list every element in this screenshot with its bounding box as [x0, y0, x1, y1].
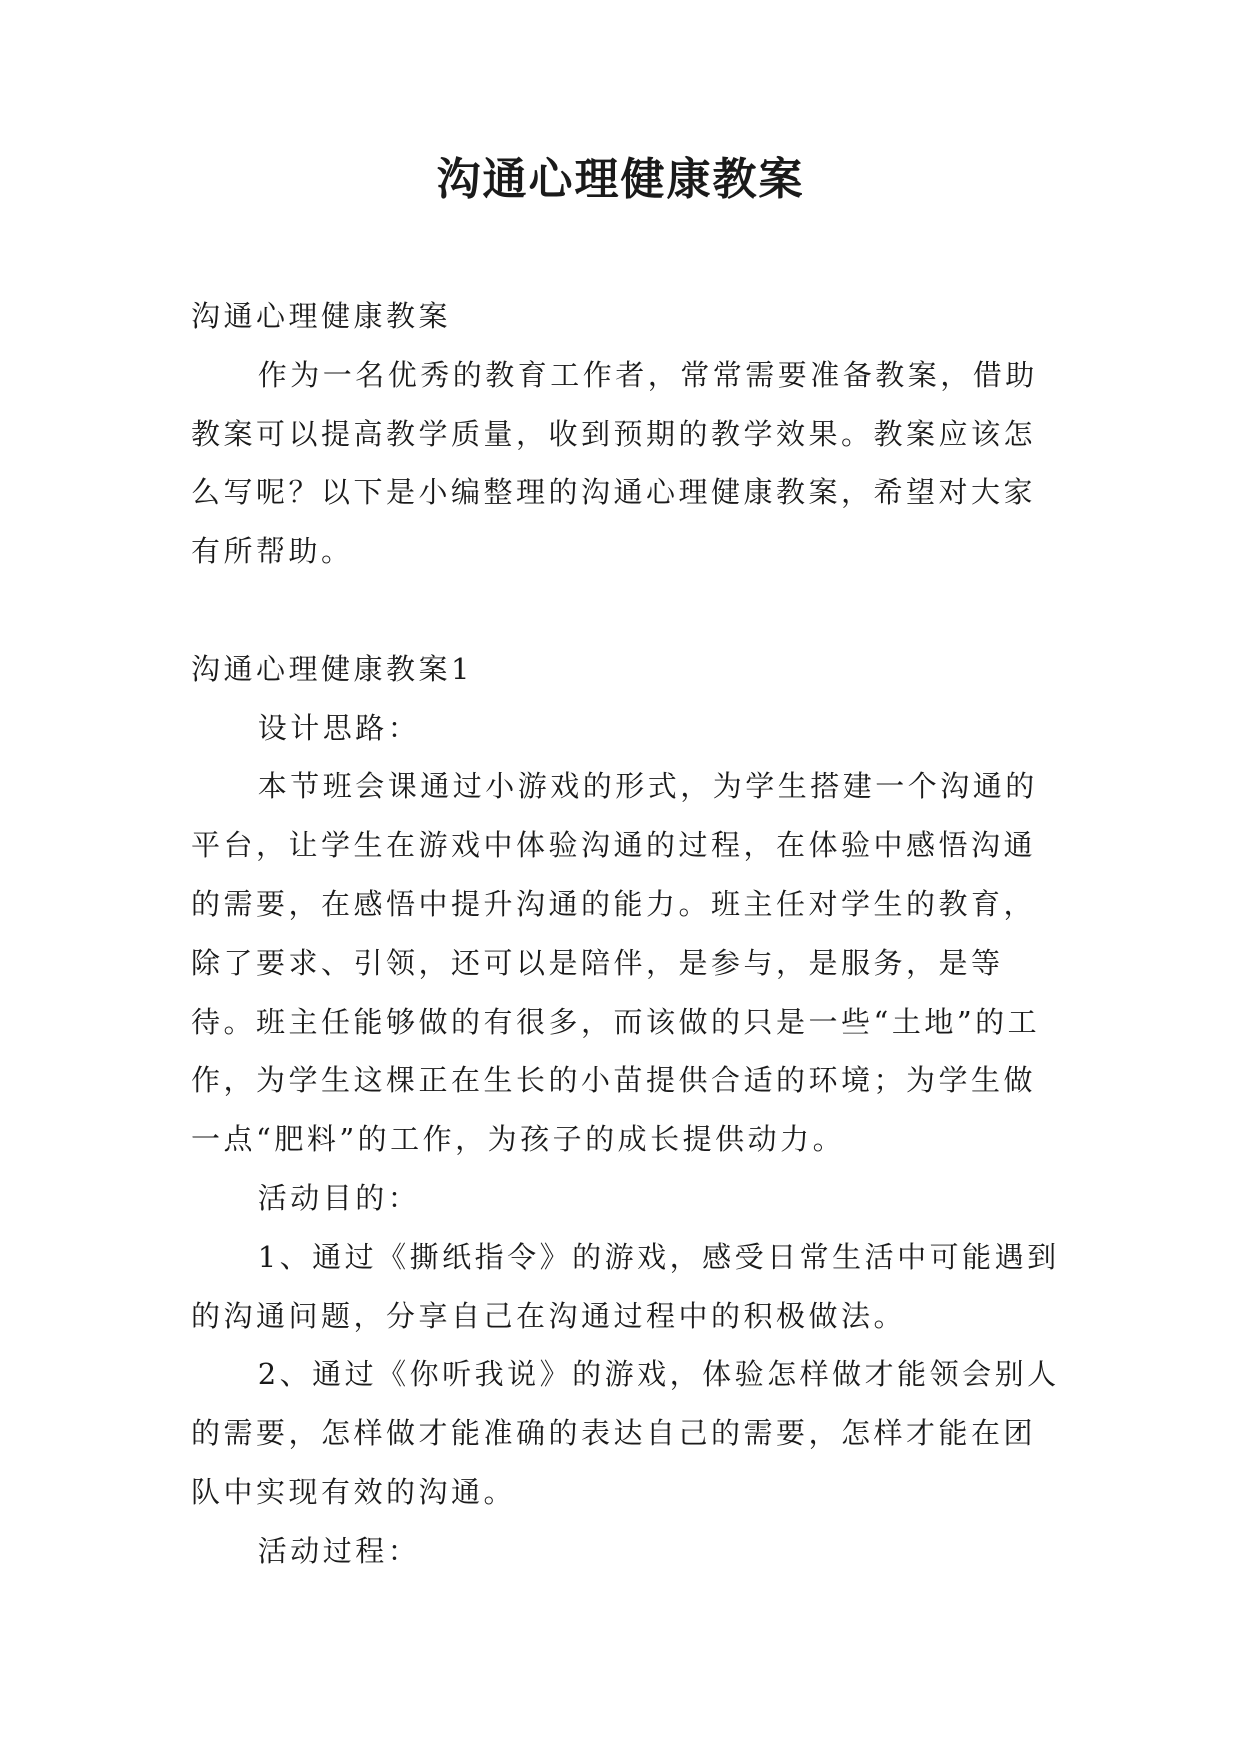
intro-paragraph: 作为一名优秀的教育工作者，常常需要准备教案，借助教案可以提高教学质量，收到预期的教学效果。教案应该怎么写呢？以下是小编整理的沟通心理健康教案，希望对大家有所帮助。 [191, 357, 1038, 569]
paragraph-spacer [191, 581, 1063, 640]
design-paragraph: 本节班会课通过小游戏的形式，为学生搭建一个沟通的平台，让学生在游戏中体验沟通的过程，在体验中感悟沟通的需要，在感悟中提升沟通的能力。班主任对学生的教育，除了要求、引领，还可以是陪伴，是参与，是服务，是等待。班主任能够做的有很多，而该做的只是一些“土地”的工作，为学生这棵正在生长的小苗提供合适的环境；为学生做一点“肥料”的工作，为孩子的成长提供动力。 [191, 769, 1041, 1157]
process-label: 活动过程： [257, 1533, 421, 1568]
document-title: 沟通心理健康教案 [436, 154, 805, 205]
goal-item-1: 1、通过《撕纸指令》的游戏，感受日常生活中可能遇到的沟通问题，分享自己在沟通过程中的积极做法。 [191, 1239, 1060, 1333]
design-label: 设计思路： [257, 710, 421, 745]
section-heading: 沟通心理健康教案1 [191, 651, 473, 686]
goal-item-2: 2、通过《你听我说》的游戏，体验怎样做才能领会别人的需要，怎样做才能准确的表达自己的需要，怎样才能在团队中实现有效的沟通。 [191, 1357, 1060, 1509]
document-subtitle: 沟通心理健康教案 [191, 299, 452, 333]
goal-label: 活动目的： [257, 1180, 421, 1215]
document-body [191, 287, 1063, 1581]
